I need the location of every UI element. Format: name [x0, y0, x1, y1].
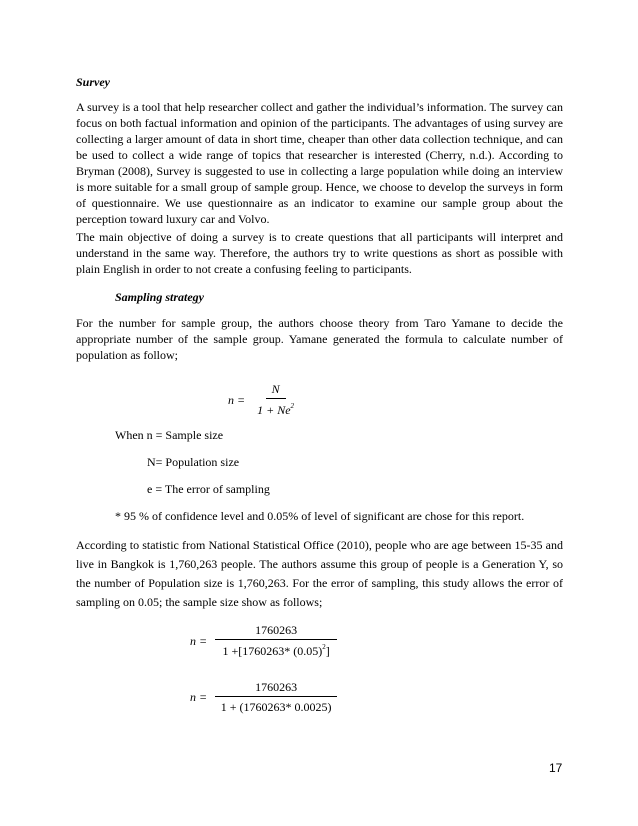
calc1-denominator-suffix: ]: [325, 644, 330, 658]
calculation-2: [190, 680, 337, 715]
calc1-exponent: 2: [322, 643, 326, 651]
calc1-denominator-text: 1 +[1760263* (0.05): [222, 644, 323, 658]
definition-sample-size: When n = Sample size: [115, 428, 224, 442]
statistics-paragraph: According to statistic from National Statistical Office (2010), people who are age between 15-35 and live in Bangkok is 1,760,263 people. The authors assume this group of people is a Generation Y, so the number of Population size is 1,760,263. For the error of sampling, this study allows the error of sampling on 0.05; the sample size show as follows;: [76, 538, 563, 609]
page-number: 17: [549, 761, 563, 775]
yamane-formula: [228, 382, 298, 418]
formula-numerator: N: [266, 382, 286, 399]
calc2-fraction: [215, 680, 337, 715]
calc1-lhs: n =: [190, 633, 208, 648]
formula-denominator-text: 1 + Ne: [257, 403, 291, 417]
confidence-note: * 95 % of confidence level and 0.05% of level of significant are chose for this report.: [115, 509, 525, 523]
sampling-strategy-heading: Sampling strategy: [115, 290, 205, 304]
definition-population-size: N= Population size: [147, 455, 240, 469]
calc2-numerator: 1760263: [215, 680, 337, 697]
formula-exponent: 2: [290, 402, 295, 410]
calc1-numerator: 1760263: [215, 623, 337, 640]
sampling-paragraph: For the number for sample group, the authors choose theory from Taro Yamane to decide the appropriate number of the sample group. Yamane generated the formula to calculate number of population as follow;: [76, 316, 563, 362]
calc2-lhs: n =: [190, 690, 208, 704]
survey-heading: Survey: [76, 75, 110, 89]
survey-paragraph-2: The main objective of doing a survey is to create questions that all participants will interpret and understand in the same way. Therefore, the authors try to write questions as short as possible with plain English in order to not create a confusing feeling to participants.: [76, 230, 563, 276]
calculation-1: [190, 623, 337, 659]
survey-paragraph-1: A survey is a tool that help researcher collect and gather the individual’s information. The survey can focus on both factual information and opinion of the participants. The advantages of using survey are collecting a larger amount of data in short time, cheaper than other data collection technique, and can be used to collect a wide range of topics that researcher is interested (Cherry, n.d.). According to Bryman (2008), Survey is suggested to use in collecting a large population while doing an interview is more suitable for a small group of sample group. Hence, we choose to develop the surveys in form of questionnaire. We use questionnaire as an indicator to examine our sample group about the perception toward luxury car and Volvo.: [76, 100, 563, 226]
formula-lhs: n =: [228, 392, 246, 407]
formula-denominator: [253, 399, 298, 418]
calc1-fraction: [215, 623, 337, 659]
calc2-denominator: 1 + (1760263* 0.0025): [220, 700, 332, 714]
definition-error-of-sampling: e = The error of sampling: [147, 482, 270, 496]
calc1-denominator: [218, 640, 333, 659]
formula-fraction: [253, 382, 298, 418]
